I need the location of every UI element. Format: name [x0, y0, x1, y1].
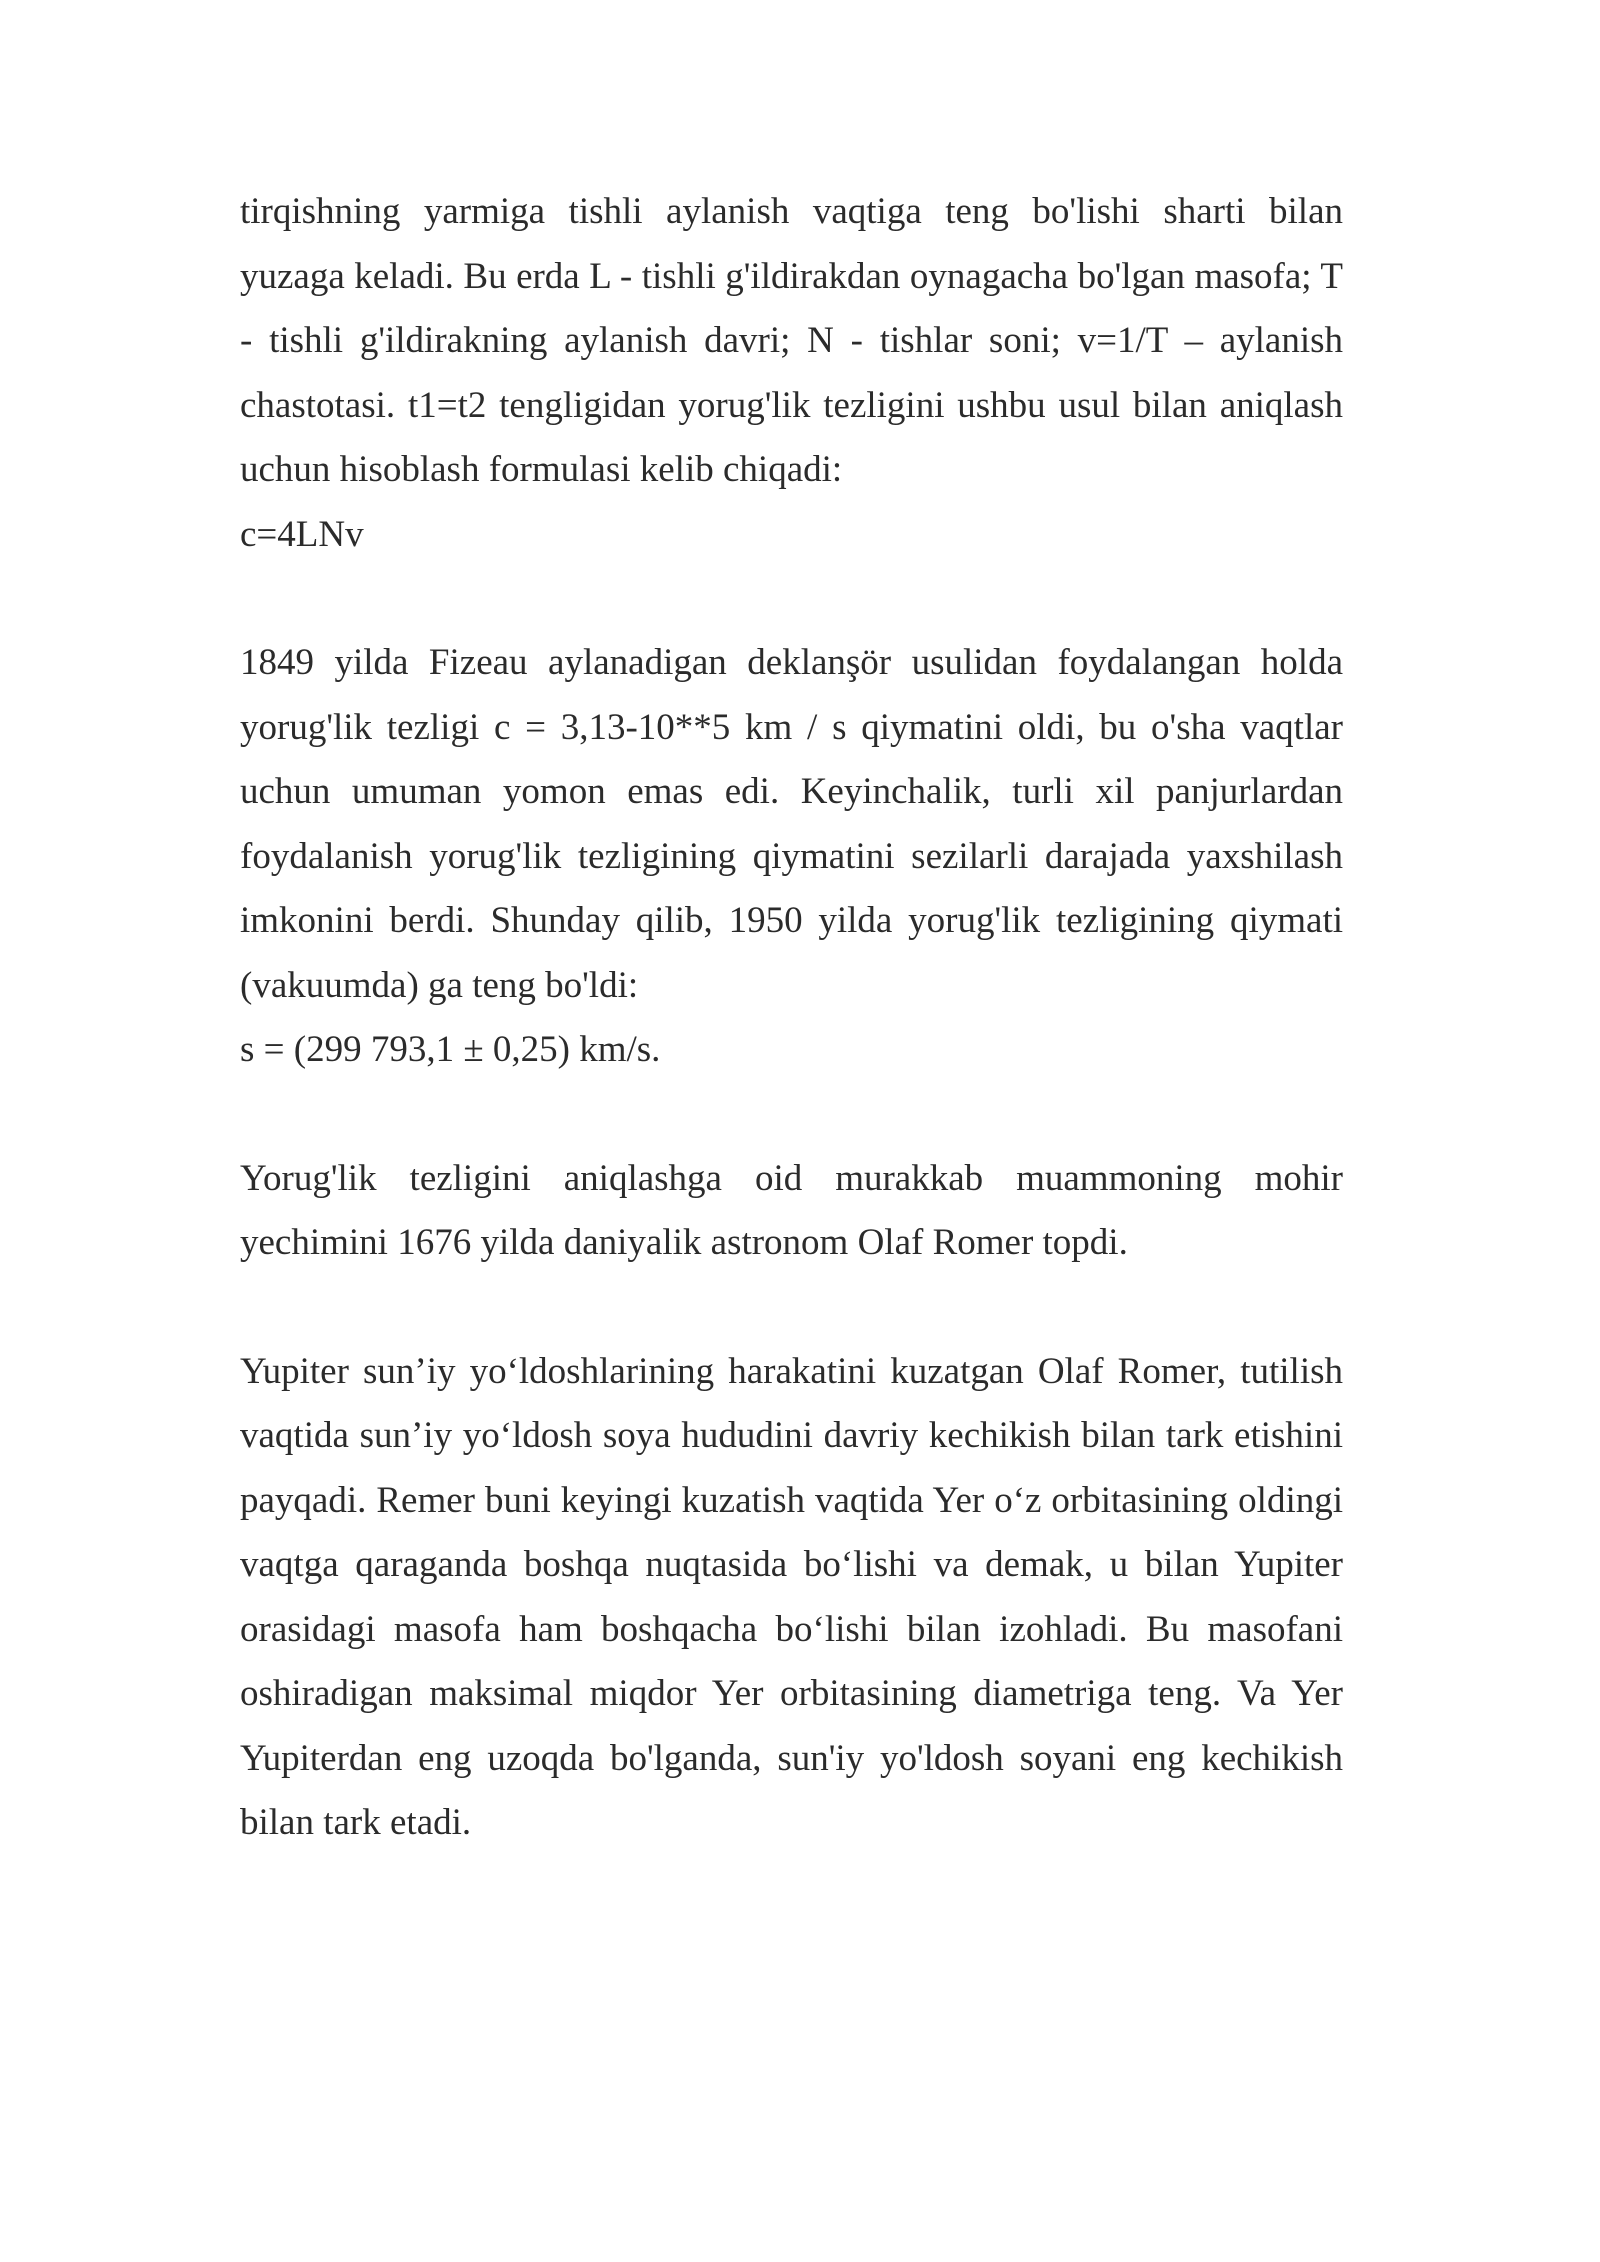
paragraph-fizeau-1849: 1849 yilda Fizeau aylanadigan deklanşör usulidan foydalangan holda yorug'lik tezligi c = 3,13-10**5 km / s qiymatini oldi, bu o'sha vaqtlar uchun umuman yomon emas edi. Keyinchalik, turli xil panjurlardan foydalanish yorug'lik tezligining qiymatini sezilarli darajada yaxshilash imkonini berdi. Shunday qilib, 1950 yilda yorug'lik tezligining qiymati (vakuumda) ga teng bo'ldi: [240, 642, 1343, 1006]
formula-speed-value: s = (299 793,1 ± 0,25) km/s. [240, 1029, 661, 1070]
document-body [240, 180, 1343, 1856]
formula-speed-of-light: c=4LNv [240, 513, 364, 555]
paragraph-fizeau-condition: tirqishning yarmiga tishli aylanish vaqtiga teng bo'lishi sharti bilan yuzaga keladi. Bu erda L - tishli g'ildirakdan oynagacha bo'lgan masofa; T - tishli g'ildirakning aylanish davri; N - tishlar soni; v=1/T – aylanish chastotasi. t1=t2 tengligidan yorug'lik tezligini ushbu usul bilan aniqlash uchun hisoblash formulasi kelib chiqadi: [240, 191, 1343, 490]
paragraph-romer-intro: Yorug'lik tezligini aniqlashga oid murakkab muammoning mohir yechimini 1676 yilda daniyalik astronom Olaf Romer topdi. [240, 1157, 1343, 1263]
paragraph-romer-jupiter: Yupiter sun’iy yo‘ldoshlarining harakatini kuzatgan Olaf Romer, tutilish vaqtida sun’iy yo‘ldosh soya hududini davriy kechikish bilan tark etishini payqadi. Remer buni keyingi kuzatish vaqtida Yer o‘z orbitasining oldingi vaqtga qaraganda boshqa nuqtasida bo‘lishi va demak, u bilan Yupiter orasidagi masofa ham boshqacha bo‘lishi bilan izohladi. Bu masofani oshiradigan maksimal miqdor Yer orbitasining diametriga teng. Va Yer Yupiterdan eng uzoqda bo'lganda, sun'iy yo'ldosh soyani eng kechikish bilan tark etadi. [240, 1350, 1343, 1843]
